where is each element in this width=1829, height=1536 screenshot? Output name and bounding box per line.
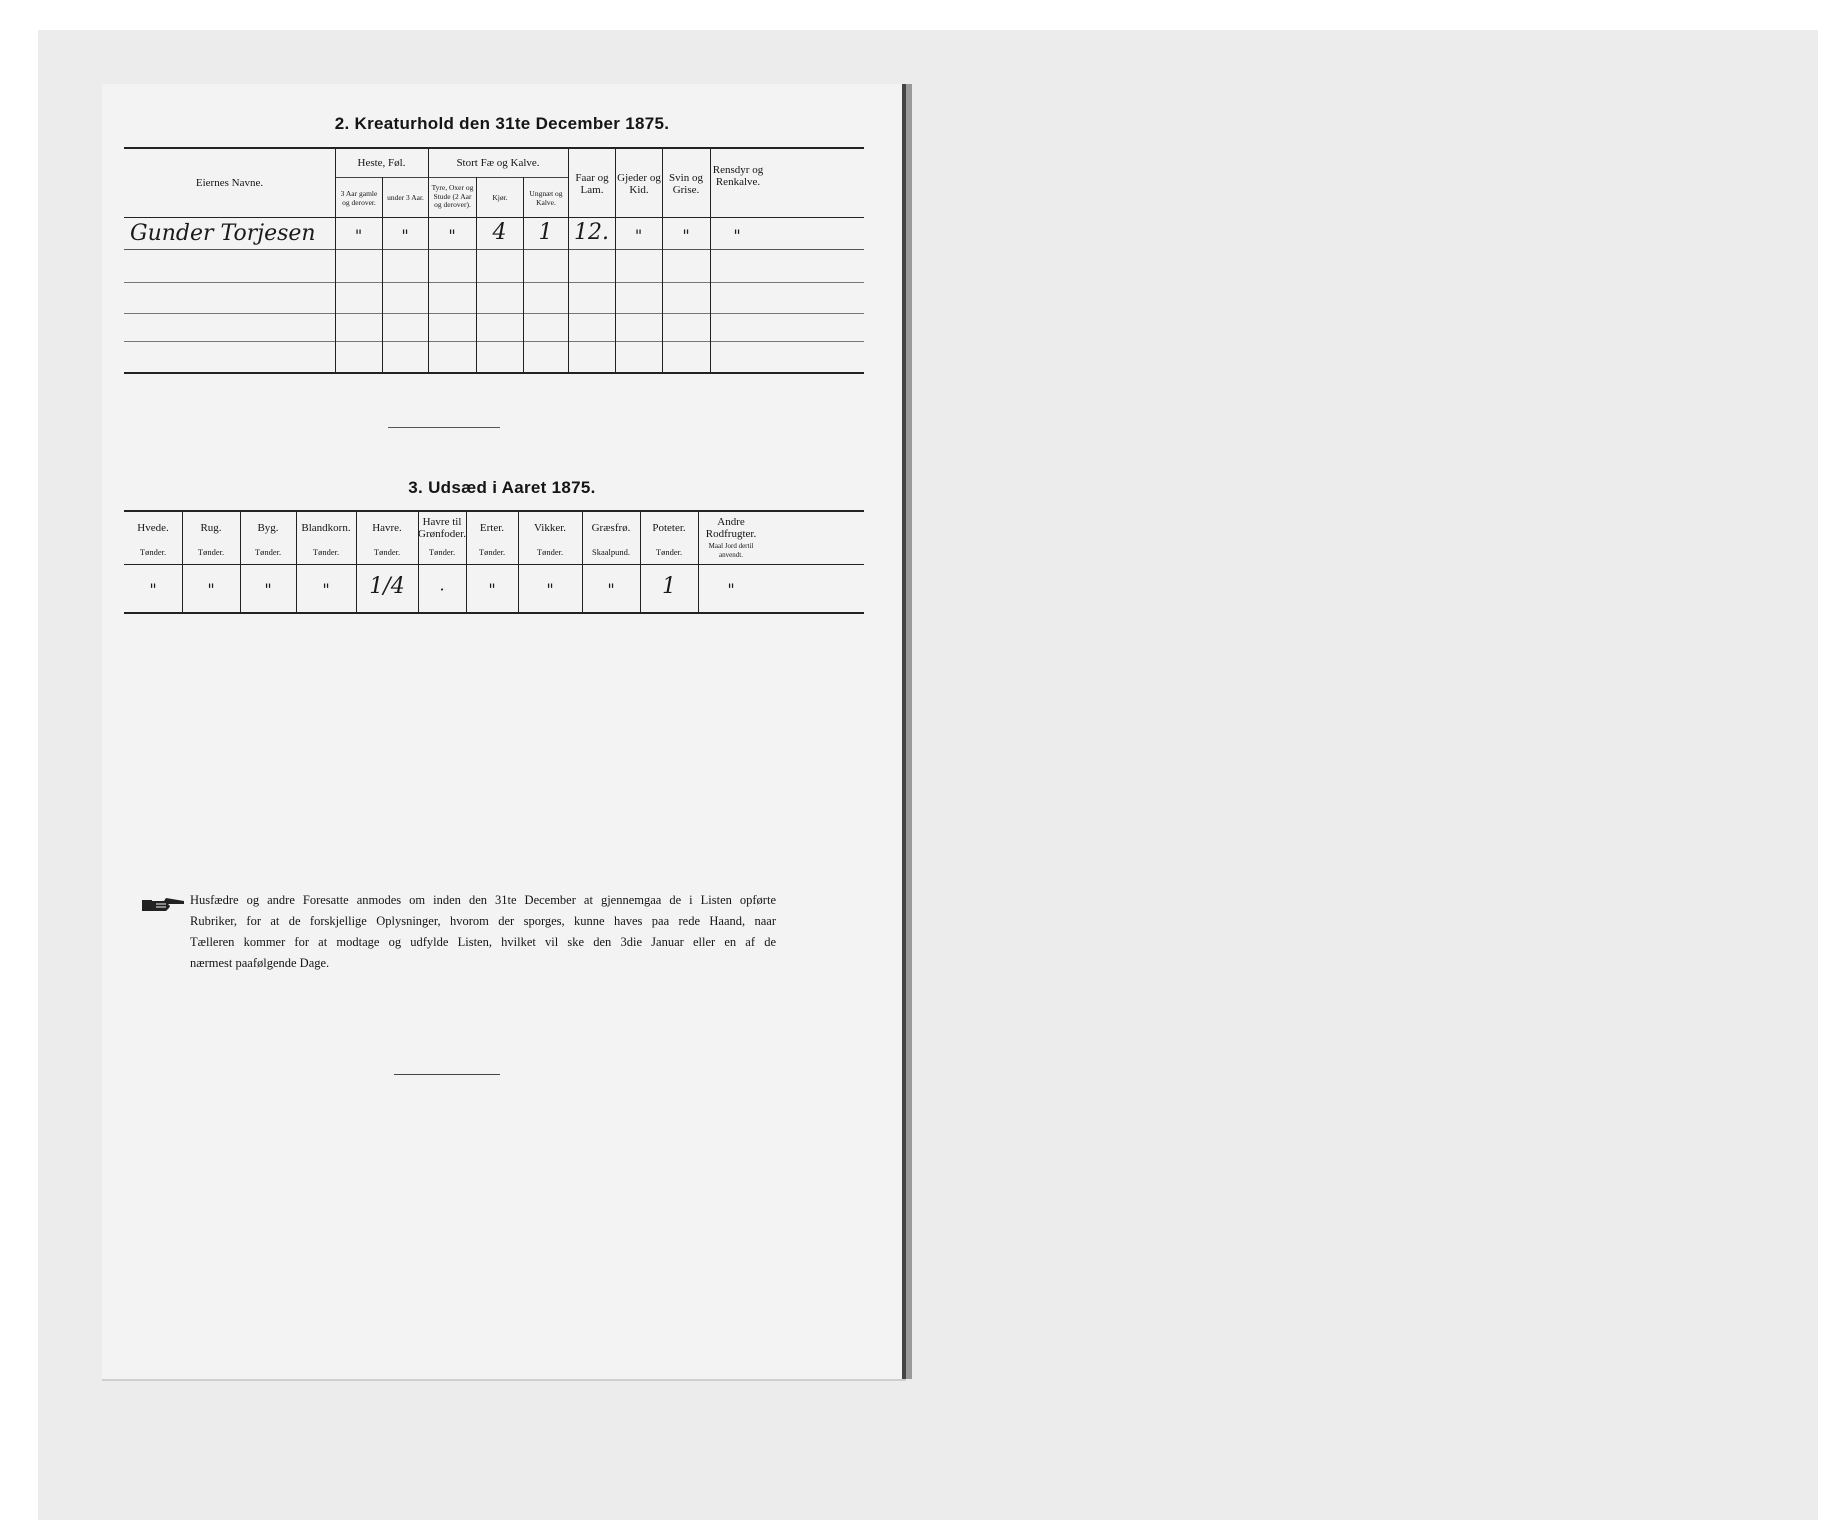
table2-row-rule-1 bbox=[124, 249, 864, 250]
header-sheep: Faar og Lam. bbox=[575, 172, 609, 196]
seed-table-top-rule bbox=[124, 510, 864, 512]
header-cows: Kjør. bbox=[492, 193, 508, 202]
table2-row-rule-2 bbox=[124, 282, 864, 283]
section2-title: 2. Kreaturhold den 31te December 1875. bbox=[334, 114, 670, 133]
seed-col-unit: Tønder. bbox=[373, 547, 401, 557]
seed-col-value: " bbox=[149, 580, 157, 599]
table2-vline-5 bbox=[568, 147, 569, 373]
notice-line-2: Rubriker, for at de forskjellige Oplysninger, hvorom der sporges, kunne haves paa rede Haand, naar bbox=[190, 914, 776, 928]
notice-line-1: Husfædre og andre Foresatte anmodes om inden den 31te December at gjennemgaa de i Listen opførte bbox=[190, 893, 776, 907]
table2-row-rule-4 bbox=[124, 341, 864, 342]
table2-vline-7 bbox=[662, 147, 663, 373]
seed-col-unit: Tønder. bbox=[197, 547, 225, 557]
seed-col-unit: Tønder. bbox=[428, 547, 456, 557]
cattle-group-rule bbox=[428, 177, 568, 178]
seed-col-header: Byg. bbox=[257, 522, 279, 534]
seed-col-value: 1 bbox=[662, 574, 676, 599]
seed-table-bottom-rule bbox=[124, 612, 864, 614]
cell-horses-old: " bbox=[354, 226, 363, 245]
seed-table-header-rule bbox=[124, 564, 864, 565]
cell-young-cattle: 1 bbox=[538, 220, 553, 245]
notice-line-4: nærmest paafølgende Dage. bbox=[190, 956, 330, 970]
seed-col-unit: Skaalpund. bbox=[591, 547, 630, 557]
seed-col-unit: Tønder. bbox=[254, 547, 282, 557]
cell-horses-young: " bbox=[401, 226, 409, 245]
header-owner-names: Eiernes Navne. bbox=[195, 177, 264, 189]
cell-reindeer: " bbox=[733, 226, 741, 245]
table2-header-rule bbox=[124, 217, 864, 218]
seed-col-header: Blandkorn. bbox=[301, 522, 351, 534]
seed-col-unit: Tønder. bbox=[312, 547, 340, 557]
table2-bottom-rule bbox=[124, 372, 864, 374]
header-horses-old: 3 Aar gamle og derover. bbox=[340, 189, 378, 207]
seed-col-header: Vikker. bbox=[533, 522, 567, 534]
cell-goats: " bbox=[634, 226, 643, 245]
owner-name-cell: Gunder Torjesen bbox=[130, 221, 316, 246]
seed-col-unit: Tønder. bbox=[655, 547, 683, 557]
seed-col-unit: Tønder. bbox=[139, 547, 167, 557]
seed-col-value: · bbox=[439, 580, 445, 599]
section3-title: 3. Udsæd i Aaret 1875. bbox=[408, 478, 596, 497]
seed-col-header: Havre. bbox=[372, 522, 402, 534]
header-reindeer: Rensdyr og Renkalve. bbox=[712, 164, 764, 188]
seed-col-header: Græsfrø. bbox=[591, 522, 631, 534]
cell-cows: 4 bbox=[492, 220, 507, 245]
census-form-page bbox=[102, 84, 906, 1379]
header-horses-young: under 3 Aar. bbox=[387, 193, 424, 202]
seed-col-header: Andre Rodfrugter. bbox=[705, 516, 757, 540]
seed-col-value: " bbox=[322, 580, 330, 599]
table2-vline-8 bbox=[710, 147, 711, 373]
seed-col-header: Rug. bbox=[200, 522, 222, 534]
seed-col-header: Poteter. bbox=[652, 522, 686, 534]
header-pigs: Svin og Grise. bbox=[669, 172, 703, 196]
seed-col-value: " bbox=[546, 580, 554, 599]
notice-line-3: Tælleren kommer for at modtage og udfylde Listen, hvilket vil ske den 3die Januar eller en af de bbox=[190, 935, 776, 949]
cell-sheep: 12. bbox=[574, 220, 609, 245]
header-cattle: Stort Fæ og Kalve. bbox=[456, 157, 540, 169]
cell-bulls: " bbox=[448, 226, 456, 245]
header-bulls: Tyre, Oxer og Stude (2 Aar og derover). bbox=[431, 183, 474, 209]
seed-col-unit: Tønder. bbox=[536, 547, 564, 557]
section-separator bbox=[388, 427, 500, 428]
seed-col-value: " bbox=[207, 580, 215, 599]
seed-col-value: " bbox=[727, 580, 735, 599]
bottom-separator bbox=[394, 1074, 500, 1075]
seed-col-value: " bbox=[264, 580, 272, 599]
header-horses: Heste, Føl. bbox=[357, 157, 406, 169]
seed-col-value: " bbox=[488, 580, 496, 599]
seed-col-header: Havre til Grønfoder. bbox=[418, 516, 466, 540]
table2-vline-0 bbox=[335, 147, 336, 373]
pointing-hand-icon bbox=[142, 896, 186, 914]
table2-vline-1 bbox=[382, 177, 383, 373]
seed-col-header: Erter. bbox=[479, 522, 505, 534]
cell-pigs: " bbox=[682, 226, 690, 245]
seed-col-unit: Tønder. bbox=[478, 547, 506, 557]
header-young-cattle: Ungnæt og Kalve. bbox=[529, 189, 563, 207]
seed-col-header: Hvede. bbox=[137, 522, 169, 534]
table2-row-rule-3 bbox=[124, 313, 864, 314]
table2-top-rule bbox=[124, 147, 864, 149]
table2-vline-2 bbox=[428, 147, 429, 373]
seed-col-unit: Maal Jord dertil anvendt. bbox=[708, 542, 754, 559]
header-goats: Gjeder og Kid. bbox=[617, 172, 661, 196]
seed-col-value: " bbox=[607, 580, 615, 599]
table2-vline-3 bbox=[476, 177, 477, 373]
seed-col-value: 1/4 bbox=[369, 574, 405, 599]
